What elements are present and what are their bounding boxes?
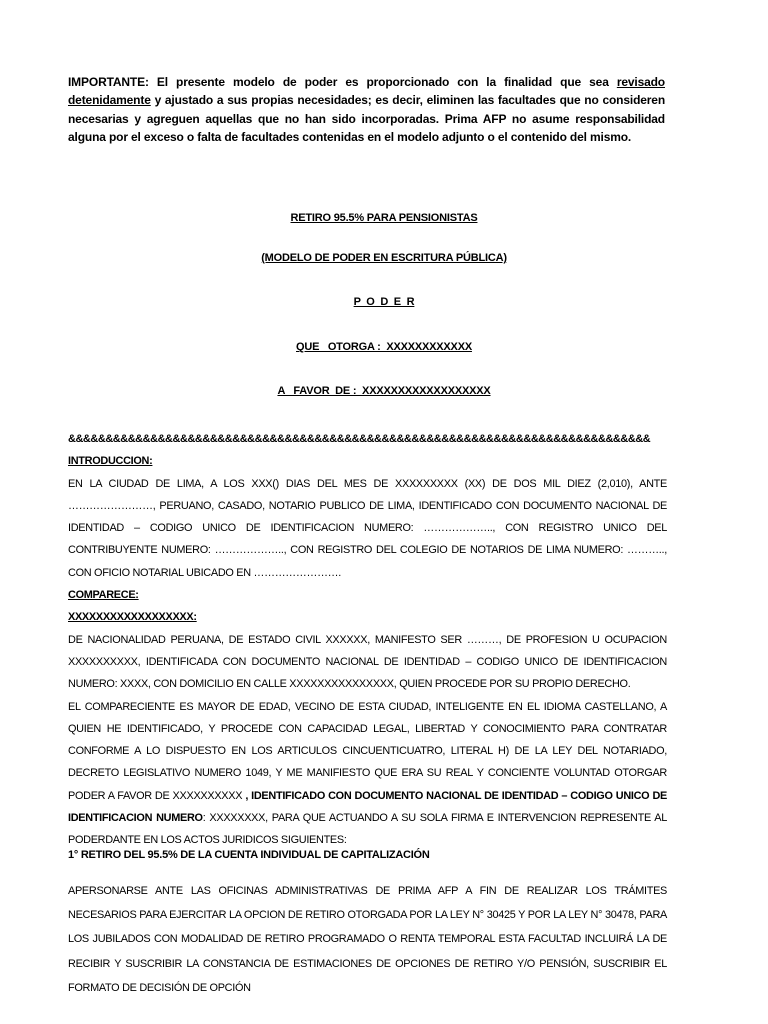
notice-text-2: y ajustado a sus propias necesidades; es decir, eliminen las facultades que no consideren necesarias y agreguen aquellas que no han sido incorporadas. Prima AFP no asume responsabilidad alguna por el exceso o falta de facultades contenidas en el modelo adjunto o el contenido del mismo. (68, 93, 665, 144)
title-otorga: QUE OTORGA : XXXXXXXXXXXX (296, 341, 472, 353)
section-1-title: 1° RETIRO DEL 95.5% DE LA CUENTA INDIVIDUAL DE CAPITALIZACIÓN (68, 849, 430, 861)
introduccion-text: EN LA CIUDAD DE LIMA, A LOS XXX() DIAS DEL MES DE XXXXXXXXX (XX) DE DOS MIL DIEZ (2,010), ANTE ……………………, PERUANO, CASADO, NOTARIO PUBLICO DE LIMA, IDENTIFICADO CON DOCUMENTO NACIONAL DE IDENTIDAD – CODIGO UNICO DE IDENTIFICACION NUMERO: ……………….., CON REGISTRO UNICO DEL CONTRIBUYENTE NUMERO: ……………….., CON REGISTRO DEL COLEGIO DE NOTARIOS DE LIMA NUMERO: ……….., CON OFICIO NOTARIAL UBICADO EN ……………………. (68, 477, 667, 579)
title-poder: P O D E R (353, 296, 415, 308)
comparece-text-1: DE NACIONALIDAD PERUANA, DE ESTADO CIVIL XXXXXX, MANIFESTO SER ………, DE PROFESION U OCUPACION XXXXXXXXXX, IDENTIFICADA CON DOCUMENTO NACIONAL DE IDENTIDAD – CODIGO UNICO DE IDENTIFICACION NUMERO: XXXX, CON DOMICILIO EN CALLE XXXXXXXXXXXXXXX, QUIEN PROCEDE POR SU PROPIO DERECHO. (68, 633, 667, 691)
comparece-text-2c: : XXXXXXXX, PARA QUE ACTUANDO A SU SOLA FIRMA E INTERVENCION REPRESENTE AL PODERDANTE EN LOS ACTOS JURIDICOS SIGUIENTES: (68, 812, 667, 847)
document-body (68, 428, 667, 852)
separator-line: &&&&&&&&&&&&&&&&&&&&&&&&&&&&&&&&&&&&&&&&&&&&&&&&&&&&&&&&&&&&&&&&&&&&&&&&&&&&&& (68, 433, 651, 445)
title-retiro: RETIRO 95.5% PARA PENSIONISTAS (290, 212, 478, 224)
important-notice (68, 73, 665, 146)
notice-underlined: revisado detenidamente (68, 75, 665, 108)
section-1-text: APERSONARSE ANTE LAS OFICINAS ADMINISTRATIVAS DE PRIMA AFP A FIN DE REALIZAR LOS TRÁMITES NECESARIOS PARA EJERCITAR LA OPCION DE RETIRO OTORGADA POR LA LEY N° 30425 Y POR LA LEY N° 30478, PARA LOS JUBILADOS CON MODALIDAD DE RETIRO PROGRAMADO O RENTA TEMPORAL ESTA FACULTAD INCLUIRÁ LA DE RECIBIR Y SUSCRIBIR LA CONSTANCIA DE ESTIMACIONES DE OPCIONES DE RETIRO Y/O PENSIÓN, SUSCRIBIR EL FORMATO DE DECISIÓN DE OPCIÓN (68, 885, 667, 994)
comparece-heading: COMPARECE: (68, 589, 139, 602)
notice-text-1: El presente modelo de poder es proporcionado con la finalidad que sea (148, 75, 617, 89)
title-favor: A FAVOR DE : XXXXXXXXXXXXXXXXXX (277, 385, 491, 397)
introduccion-heading: INTRODUCCION: (68, 455, 153, 468)
title-modelo: (MODELO DE PODER EN ESCRITURA PÚBLICA) (261, 252, 507, 264)
comparece-text-2b: , IDENTIFICADO CON DOCUMENTO NACIONAL DE IDENTIDAD – CODIGO UNICO DE IDENTIFICACION NUMERO (68, 789, 667, 825)
comparece-name: XXXXXXXXXXXXXXXXXX: (68, 611, 197, 624)
notice-lead: IMPORTANTE: (68, 75, 149, 89)
comparece-text-2a: EL COMPARECIENTE ES MAYOR DE EDAD, VECINO DE ESTA CIUDAD, INTELIGENTE EN EL IDIOMA CASTELLANO, A QUIEN HE IDENTIFICADO, Y PROCEDE CON CAPACIDAD LEGAL, LIBERTAD Y CONOCIMIENTO PARA CONTRATAR CONFORME A LO DISPUESTO EN LOS ARTICULOS CINCUENTICUATRO, LITERAL H) DE LA LEY DEL NOTARIADO, DECRETO LEGISLATIVO NUMERO 1049, Y ME MANIFIESTO QUE ERA SU REAL Y CONCIENTE VOLUNTAD OTORGAR PODER A FAVOR DE XXXXXXXXXX (68, 700, 667, 802)
section-1-body (68, 879, 667, 1000)
comparece-text-2 (68, 696, 667, 852)
